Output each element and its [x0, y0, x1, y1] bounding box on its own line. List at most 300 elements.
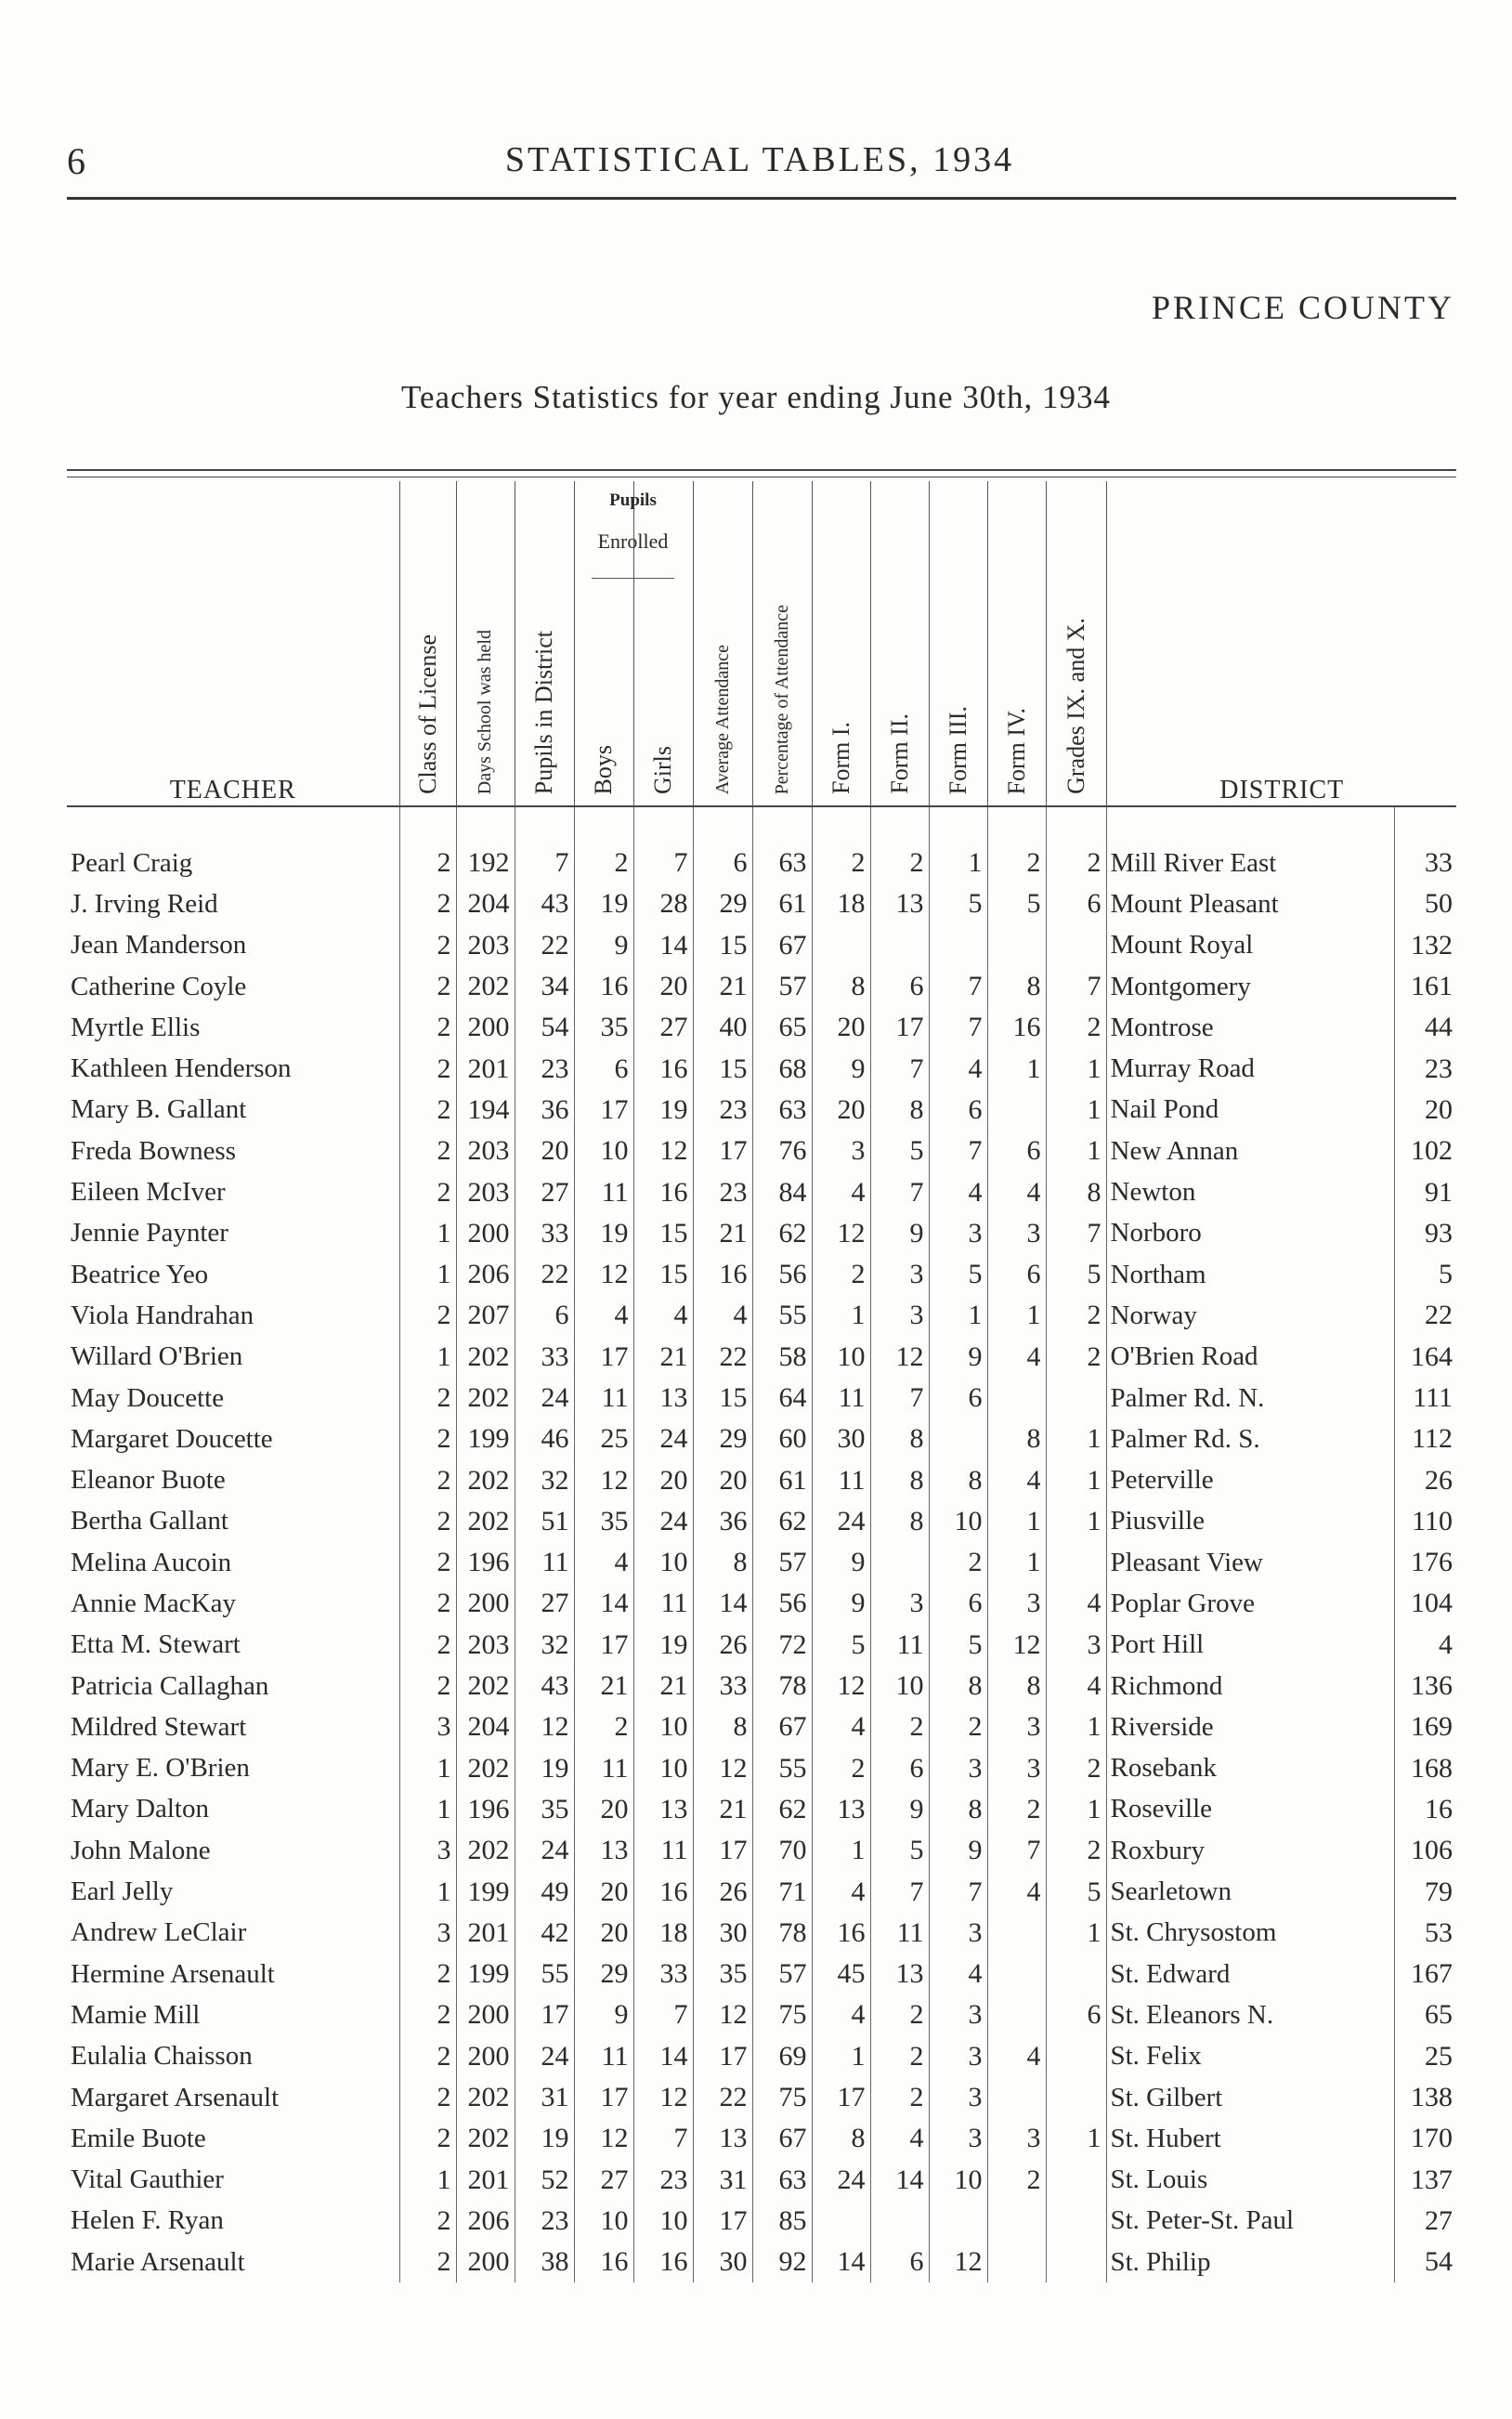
- grades-cell: 1: [1046, 1048, 1106, 1089]
- table-row: [67, 1213, 1457, 1254]
- average-attendance-header-label: Average Attendance: [711, 644, 733, 794]
- form3-cell: 10: [929, 2160, 987, 2201]
- pupils-district-cell: 32: [515, 1625, 574, 1666]
- average-attendance-cell: 12: [693, 1748, 752, 1789]
- table-row: [67, 1048, 1457, 1089]
- form4-cell: 8: [987, 966, 1046, 1007]
- days-cell: 202: [456, 2077, 515, 2118]
- form1-cell: 8: [812, 2118, 870, 2159]
- form2-cell: 7: [870, 1378, 929, 1419]
- girls-cell: 11: [633, 1583, 693, 1624]
- district-name-cell: St. Philip: [1106, 2242, 1394, 2282]
- percentage-attendance-cell: 67: [752, 1706, 812, 1747]
- district-name-cell: Norboro: [1106, 1213, 1394, 1254]
- table-row: [67, 1337, 1457, 1378]
- pupils-district-cell: 46: [515, 1419, 574, 1459]
- boys-cell: 2: [574, 1706, 633, 1747]
- form1-cell: 9: [812, 1583, 870, 1624]
- girls-cell: 10: [633, 1542, 693, 1583]
- percentage-attendance-cell: 57: [752, 1542, 812, 1583]
- form4-column-header: [987, 481, 1046, 805]
- boys-cell: 12: [574, 1254, 633, 1295]
- teacher-name-cell: Mary Dalton: [71, 1794, 209, 1824]
- form3-cell: 6: [929, 1378, 987, 1419]
- form3-cell: 4: [929, 1171, 987, 1212]
- license-cell: 2: [399, 1378, 456, 1419]
- license-cell: 2: [399, 1625, 456, 1666]
- grades-cell: 5: [1046, 1871, 1106, 1912]
- form1-cell: 9: [812, 1048, 870, 1089]
- form4-cell: 12: [987, 1625, 1046, 1666]
- grades-cell: [1046, 2201, 1106, 2242]
- form2-cell: [870, 925, 929, 966]
- days-cell: 202: [456, 1830, 515, 1871]
- license-cell: 2: [399, 805, 456, 883]
- percentage-attendance-cell: 58: [752, 1337, 812, 1378]
- percentage-attendance-cell: 78: [752, 1666, 812, 1706]
- form2-cell: 2: [870, 1706, 929, 1747]
- form2-column-header: [870, 481, 929, 805]
- teacher-name-cell: Patricia Callaghan: [71, 1670, 269, 1701]
- girls-cell: 15: [633, 1213, 693, 1254]
- days-cell: 202: [456, 1666, 515, 1706]
- form4-cell: 16: [987, 1007, 1046, 1048]
- days-cell: 204: [456, 883, 515, 924]
- form1-cell: 8: [812, 966, 870, 1007]
- form3-cell: 4: [929, 1954, 987, 1994]
- district-number-cell: 170: [1394, 2118, 1457, 2159]
- percentage-attendance-cell: 62: [752, 1213, 812, 1254]
- pupils-district-cell: 43: [515, 883, 574, 924]
- district-number-cell: 168: [1394, 1748, 1457, 1789]
- form3-cell: 12: [929, 2242, 987, 2282]
- district-name-cell: Nail Pond: [1106, 1090, 1394, 1131]
- days-cell: 202: [456, 1378, 515, 1419]
- boys-cell: 11: [574, 1378, 633, 1419]
- table-row: [67, 1090, 1457, 1131]
- table-header-row: [67, 481, 1457, 805]
- girls-cell: 10: [633, 1706, 693, 1747]
- form4-cell: 4: [987, 1171, 1046, 1212]
- girls-cell: 24: [633, 1501, 693, 1542]
- teacher-name-cell: Mary B. Gallant: [71, 1094, 247, 1125]
- form3-cell: [929, 925, 987, 966]
- girls-cell: 20: [633, 966, 693, 1007]
- table-row: [67, 1501, 1457, 1542]
- form4-cell: 4: [987, 1871, 1046, 1912]
- form3-cell: 3: [929, 2118, 987, 2159]
- grades-cell: 1: [1046, 1501, 1106, 1542]
- girls-cell: 18: [633, 1913, 693, 1954]
- percentage-attendance-cell: 67: [752, 925, 812, 966]
- grades-column-header: [1046, 481, 1106, 805]
- grades-cell: [1046, 2242, 1106, 2282]
- teacher-name-cell: Bertha Gallant: [71, 1506, 228, 1536]
- form2-cell: [870, 1542, 929, 1583]
- teacher-name-cell: Annie MacKay: [71, 1588, 236, 1618]
- grades-header-label: Grades IX. and X.: [1062, 618, 1089, 794]
- pupils-district-cell: 24: [515, 2036, 574, 2077]
- table-row: [67, 1706, 1457, 1747]
- district-number-cell: 5: [1394, 1254, 1457, 1295]
- form3-cell: 5: [929, 1254, 987, 1295]
- form2-cell: 11: [870, 1913, 929, 1954]
- table-row: [67, 966, 1457, 1007]
- average-attendance-cell: 23: [693, 1171, 752, 1212]
- percentage-attendance-cell: 68: [752, 1048, 812, 1089]
- grades-cell: [1046, 1542, 1106, 1583]
- boys-cell: 4: [574, 1295, 633, 1336]
- license-cell: 2: [399, 1954, 456, 1994]
- percentage-attendance-header-label: Percentage of Attendance: [771, 604, 792, 794]
- district-name-cell: Murray Road: [1106, 1048, 1394, 1089]
- percentage-attendance-cell: 69: [752, 2036, 812, 2077]
- form3-header-label: Form III.: [944, 705, 971, 794]
- form4-cell: 3: [987, 1583, 1046, 1624]
- days-cell: 206: [456, 2201, 515, 2242]
- license-cell: 3: [399, 1706, 456, 1747]
- teacher-column-header: TEACHER: [169, 776, 296, 804]
- percentage-attendance-cell: 56: [752, 1254, 812, 1295]
- percentage-attendance-cell: 63: [752, 2160, 812, 2201]
- grades-cell: 2: [1046, 1830, 1106, 1871]
- district-number-cell: 91: [1394, 1171, 1457, 1212]
- boys-cell: 19: [574, 1213, 633, 1254]
- teacher-name-cell: Pearl Craig: [71, 847, 193, 878]
- teacher-name-cell: John Malone: [71, 1835, 211, 1865]
- form3-cell: 5: [929, 1625, 987, 1666]
- girls-cell: 20: [633, 1459, 693, 1500]
- form1-cell: 20: [812, 1090, 870, 1131]
- table-row: [67, 1171, 1457, 1212]
- girls-cell: 19: [633, 1090, 693, 1131]
- form3-cell: 7: [929, 1871, 987, 1912]
- teacher-statistics-table: [67, 481, 1457, 2282]
- pupils-district-cell: 33: [515, 1337, 574, 1378]
- boys-cell: 19: [574, 883, 633, 924]
- teacher-name-cell: Margaret Doucette: [71, 1423, 273, 1454]
- district-name-cell: Newton: [1106, 1171, 1394, 1212]
- teacher-name-cell: Mildred Stewart: [71, 1711, 247, 1742]
- form2-cell: 3: [870, 1254, 929, 1295]
- form1-column-header: [812, 481, 870, 805]
- district-name-cell: St. Edward: [1106, 1954, 1394, 1994]
- boys-cell: 17: [574, 1090, 633, 1131]
- days-cell: 201: [456, 2160, 515, 2201]
- boys-cell: 16: [574, 2242, 633, 2282]
- table-row: [67, 883, 1457, 924]
- form4-cell: 4: [987, 2036, 1046, 2077]
- district-number-cell: 106: [1394, 1830, 1457, 1871]
- percentage-attendance-cell: 71: [752, 1871, 812, 1912]
- girls-cell: 28: [633, 883, 693, 924]
- form3-column-header: [929, 481, 987, 805]
- form1-cell: 24: [812, 1501, 870, 1542]
- pupils-district-cell: 23: [515, 1048, 574, 1089]
- form1-cell: 3: [812, 1131, 870, 1171]
- teacher-name-cell: Willard O'Brien: [71, 1341, 243, 1372]
- percentage-attendance-cell: 55: [752, 1748, 812, 1789]
- teacher-name-cell: Eulalia Chaisson: [71, 2041, 253, 2072]
- district-number-cell: 169: [1394, 1706, 1457, 1747]
- form2-cell: 3: [870, 1583, 929, 1624]
- license-cell: 2: [399, 2077, 456, 2118]
- average-attendance-cell: 31: [693, 2160, 752, 2201]
- grades-cell: [1046, 1954, 1106, 1994]
- pupils-district-cell: 19: [515, 2118, 574, 2159]
- average-attendance-cell: 6: [693, 805, 752, 883]
- form2-cell: 17: [870, 1007, 929, 1048]
- district-name-cell: Montgomery: [1106, 966, 1394, 1007]
- average-attendance-cell: 4: [693, 1295, 752, 1336]
- boys-cell: 29: [574, 1954, 633, 1994]
- form3-cell: 6: [929, 1090, 987, 1131]
- license-cell: 2: [399, 1048, 456, 1089]
- percentage-attendance-column-header: [752, 481, 812, 805]
- girls-cell: 12: [633, 1131, 693, 1171]
- average-attendance-cell: 14: [693, 1583, 752, 1624]
- table-row: [67, 2118, 1457, 2159]
- form1-cell: [812, 925, 870, 966]
- days-cell: 202: [456, 1459, 515, 1500]
- district-name-cell: Piusville: [1106, 1501, 1394, 1542]
- form3-cell: [929, 2201, 987, 2242]
- header-rule: [67, 197, 1456, 200]
- district-name-cell: Richmond: [1106, 1666, 1394, 1706]
- boys-cell: 21: [574, 1666, 633, 1706]
- days-cell: 201: [456, 1913, 515, 1954]
- table-row: [67, 1007, 1457, 1048]
- form1-cell: 20: [812, 1007, 870, 1048]
- average-attendance-cell: 30: [693, 2242, 752, 2282]
- grades-cell: 1: [1046, 1706, 1106, 1747]
- grades-cell: [1046, 1378, 1106, 1419]
- boys-cell: 16: [574, 966, 633, 1007]
- form2-cell: 6: [870, 2242, 929, 2282]
- form4-cell: 3: [987, 1213, 1046, 1254]
- form4-cell: [987, 1954, 1046, 1994]
- table-row: [67, 1666, 1457, 1706]
- form4-cell: 3: [987, 1706, 1046, 1747]
- boys-cell: 11: [574, 1171, 633, 1212]
- pupils-district-cell: 31: [515, 2077, 574, 2118]
- form2-cell: 13: [870, 883, 929, 924]
- form3-cell: 8: [929, 1666, 987, 1706]
- table-row: [67, 1583, 1457, 1624]
- table-row: [67, 1748, 1457, 1789]
- teacher-name-cell: Freda Bowness: [71, 1135, 237, 1166]
- grades-cell: 1: [1046, 1090, 1106, 1131]
- license-cell: 1: [399, 1254, 456, 1295]
- average-attendance-cell: 15: [693, 1378, 752, 1419]
- form1-cell: 9: [812, 1542, 870, 1583]
- pupils-district-cell: 24: [515, 1378, 574, 1419]
- grades-cell: 1: [1046, 1459, 1106, 1500]
- girls-cell: 19: [633, 1625, 693, 1666]
- form3-cell: 5: [929, 883, 987, 924]
- pupils-district-cell: 55: [515, 1954, 574, 1994]
- girls-cell: 14: [633, 925, 693, 966]
- license-cell: 2: [399, 1295, 456, 1336]
- district-name-cell: Port Hill: [1106, 1625, 1394, 1666]
- form3-cell: 4: [929, 1048, 987, 1089]
- average-attendance-cell: 21: [693, 1213, 752, 1254]
- license-cell: 1: [399, 1871, 456, 1912]
- district-number-cell: 136: [1394, 1666, 1457, 1706]
- pupils-district-cell: 42: [515, 1913, 574, 1954]
- form3-cell: 3: [929, 1748, 987, 1789]
- average-attendance-cell: 16: [693, 1254, 752, 1295]
- days-column-header: [456, 481, 515, 805]
- district-number-cell: 161: [1394, 966, 1457, 1007]
- boys-cell: 12: [574, 1459, 633, 1500]
- form1-cell: 45: [812, 1954, 870, 1994]
- boys-cell: 10: [574, 1131, 633, 1171]
- days-cell: 202: [456, 1748, 515, 1789]
- girls-cell: 7: [633, 805, 693, 883]
- percentage-attendance-cell: 75: [752, 1994, 812, 2035]
- district-number-cell: 23: [1394, 1048, 1457, 1089]
- table-row: [67, 1378, 1457, 1419]
- license-cell: 1: [399, 1213, 456, 1254]
- table-top-rule: [67, 469, 1456, 471]
- average-attendance-cell: 15: [693, 1048, 752, 1089]
- district-number-cell: 25: [1394, 2036, 1457, 2077]
- district-number-cell: 167: [1394, 1954, 1457, 1994]
- teacher-name-cell: Vital Gauthier: [71, 2164, 224, 2195]
- grades-cell: 1: [1046, 2118, 1106, 2159]
- form1-cell: 17: [812, 2077, 870, 2118]
- form2-cell: 2: [870, 2036, 929, 2077]
- license-cell: 1: [399, 1337, 456, 1378]
- table-row: [67, 1419, 1457, 1459]
- teacher-name-cell: Catherine Coyle: [71, 971, 247, 1001]
- boys-cell: 35: [574, 1501, 633, 1542]
- grades-cell: 1: [1046, 1789, 1106, 1830]
- form2-cell: 8: [870, 1501, 929, 1542]
- district-number-cell: 50: [1394, 883, 1457, 924]
- form1-cell: 12: [812, 1666, 870, 1706]
- form4-cell: 8: [987, 1666, 1046, 1706]
- form1-cell: 14: [812, 2242, 870, 2282]
- form1-cell: 30: [812, 1419, 870, 1459]
- boys-cell: 17: [574, 1625, 633, 1666]
- grades-cell: 2: [1046, 805, 1106, 883]
- boys-cell: 35: [574, 1007, 633, 1048]
- form4-cell: [987, 2077, 1046, 2118]
- table-row: [67, 1994, 1457, 2035]
- average-attendance-cell: 26: [693, 1625, 752, 1666]
- pupils-district-cell: 23: [515, 2201, 574, 2242]
- form4-cell: 8: [987, 1419, 1046, 1459]
- table-row: [67, 1459, 1457, 1500]
- girls-cell: 7: [633, 1994, 693, 2035]
- teacher-name-cell: Eleanor Buote: [71, 1465, 226, 1496]
- pupils-district-column-header: [515, 481, 574, 805]
- percentage-attendance-cell: 64: [752, 1378, 812, 1419]
- girls-cell: 14: [633, 2036, 693, 2077]
- form2-cell: 6: [870, 966, 929, 1007]
- form3-cell: 3: [929, 2077, 987, 2118]
- days-cell: 203: [456, 925, 515, 966]
- district-name-cell: Roseville: [1106, 1789, 1394, 1830]
- form3-cell: 7: [929, 1131, 987, 1171]
- average-attendance-column-header: [693, 481, 752, 805]
- pupils-district-cell: 54: [515, 1007, 574, 1048]
- form2-cell: 8: [870, 1090, 929, 1131]
- license-cell: 1: [399, 2160, 456, 2201]
- average-attendance-cell: 12: [693, 1994, 752, 2035]
- district-number-cell: 22: [1394, 1295, 1457, 1336]
- average-attendance-cell: 8: [693, 1706, 752, 1747]
- form1-cell: 5: [812, 1625, 870, 1666]
- grades-cell: 4: [1046, 1666, 1106, 1706]
- form2-cell: 8: [870, 1459, 929, 1500]
- teacher-name-cell: Marie Arsenault: [71, 2246, 245, 2277]
- pupils-district-cell: 12: [515, 1706, 574, 1747]
- table-row: [67, 1913, 1457, 1954]
- form1-cell: 13: [812, 1789, 870, 1830]
- license-cell: 2: [399, 1994, 456, 2035]
- district-number-cell: 79: [1394, 1871, 1457, 1912]
- grades-cell: 3: [1046, 1625, 1106, 1666]
- form1-cell: 11: [812, 1378, 870, 1419]
- form4-cell: 6: [987, 1254, 1046, 1295]
- table-row: [67, 2160, 1457, 2201]
- boys-cell: 2: [574, 805, 633, 883]
- average-attendance-cell: 17: [693, 1830, 752, 1871]
- average-attendance-cell: 22: [693, 1337, 752, 1378]
- district-name-cell: Mount Pleasant: [1106, 883, 1394, 924]
- boys-cell: 27: [574, 2160, 633, 2201]
- table-row: [67, 1954, 1457, 1994]
- pupils-district-cell: 19: [515, 1748, 574, 1789]
- average-attendance-cell: 21: [693, 966, 752, 1007]
- table-row: [67, 805, 1457, 883]
- form1-cell: [812, 2201, 870, 2242]
- girls-cell: 24: [633, 1419, 693, 1459]
- percentage-attendance-cell: 75: [752, 2077, 812, 2118]
- percentage-attendance-cell: 92: [752, 2242, 812, 2282]
- pupils-district-cell: 17: [515, 1994, 574, 2035]
- pupils-district-cell: 32: [515, 1459, 574, 1500]
- average-attendance-cell: 35: [693, 1954, 752, 1994]
- form4-cell: 6: [987, 1131, 1046, 1171]
- pupils-district-cell: 51: [515, 1501, 574, 1542]
- boys-cell: 20: [574, 1789, 633, 1830]
- form3-cell: 3: [929, 1913, 987, 1954]
- district-name-cell: O'Brien Road: [1106, 1337, 1394, 1378]
- average-attendance-cell: 8: [693, 1542, 752, 1583]
- average-attendance-cell: 30: [693, 1913, 752, 1954]
- running-head: STATISTICAL TABLES, 1934: [504, 140, 1015, 179]
- district-number-cell: 33: [1394, 805, 1457, 883]
- percentage-attendance-cell: 78: [752, 1913, 812, 1954]
- form4-cell: 2: [987, 805, 1046, 883]
- district-number-cell: 102: [1394, 1131, 1457, 1171]
- district-name-cell: Poplar Grove: [1106, 1583, 1394, 1624]
- form2-cell: 4: [870, 2118, 929, 2159]
- days-cell: 201: [456, 1048, 515, 1089]
- county-title: PRINCE COUNTY: [1151, 289, 1454, 326]
- district-number-cell: 44: [1394, 1007, 1457, 1048]
- district-name-cell: Palmer Rd. S.: [1106, 1419, 1394, 1459]
- license-header-label: Class of License: [413, 634, 441, 794]
- table-row: [67, 1254, 1457, 1295]
- form4-cell: 5: [987, 883, 1046, 924]
- district-name-cell: St. Louis: [1106, 2160, 1394, 2201]
- district-name-cell: Riverside: [1106, 1706, 1394, 1747]
